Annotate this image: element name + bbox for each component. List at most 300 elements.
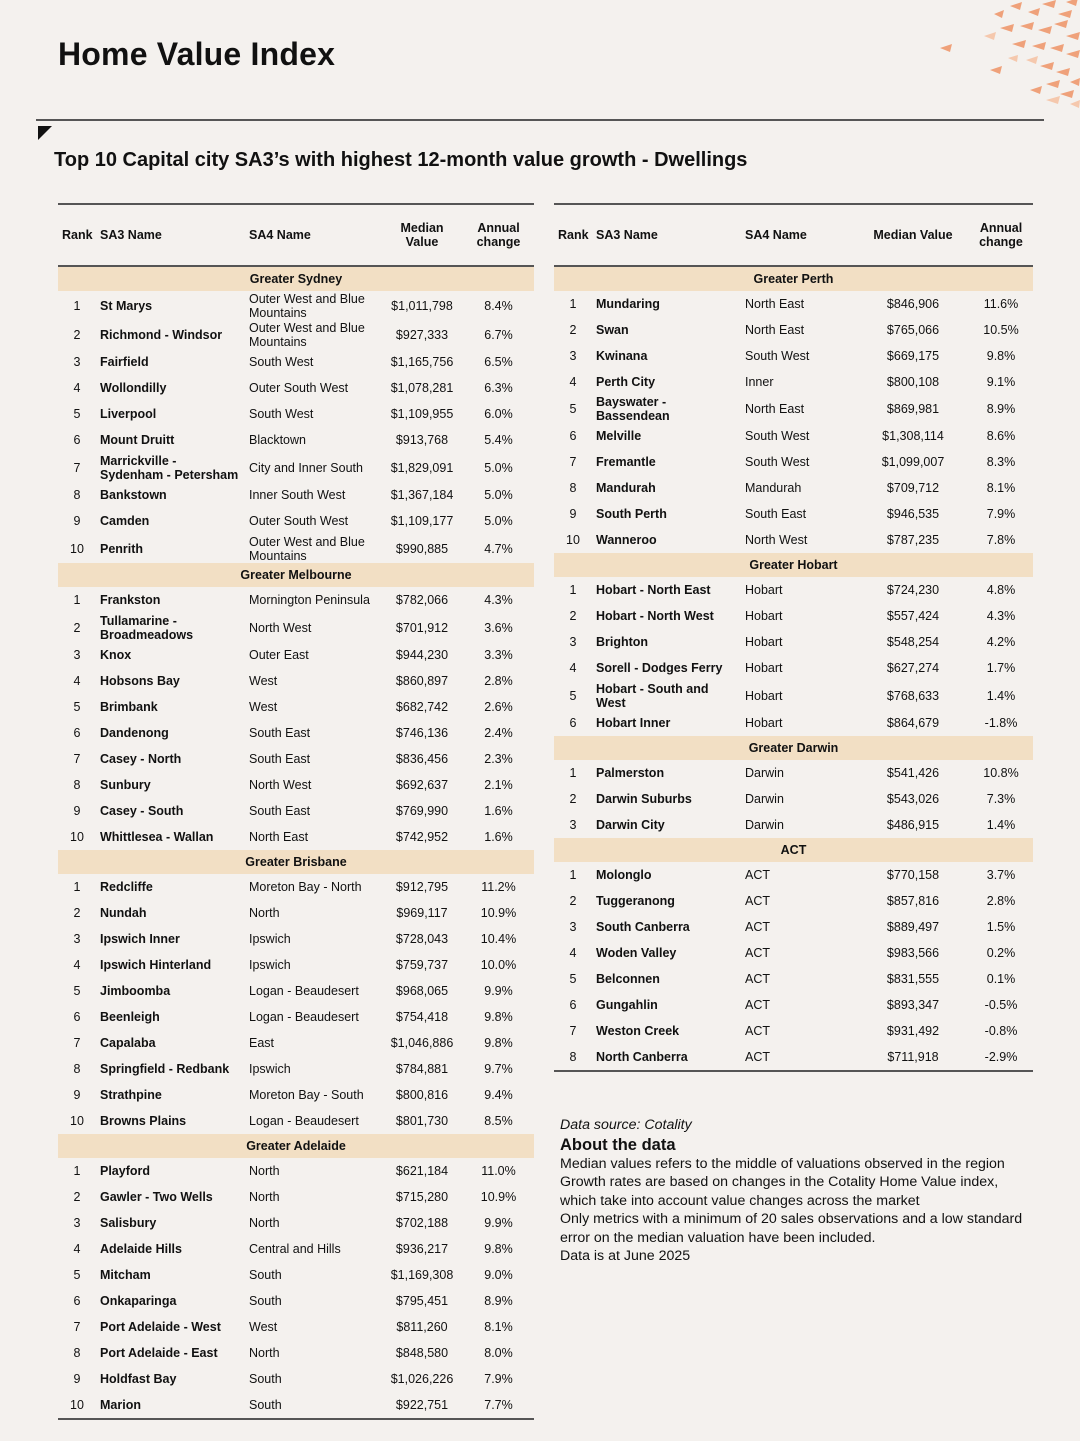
table-row	[58, 1262, 534, 1288]
rank-cell: 5	[73, 984, 81, 998]
sa3-name-cell: Molonglo	[596, 868, 652, 882]
sa3-name-cell: Playford	[100, 1164, 151, 1178]
median-value-cell: $922,751	[381, 1392, 463, 1419]
col-header-annual-change: Annual change	[969, 204, 1033, 266]
sa3-name-cell: Sunbury	[100, 778, 151, 792]
sa3-name-cell: Hobart - North East	[596, 583, 711, 597]
rank-cell: 6	[569, 429, 577, 443]
table-row	[554, 317, 1033, 343]
col-header-rank: Rank	[58, 204, 96, 266]
annual-change-cell: 5.0%	[484, 514, 513, 528]
rank-cell: 4	[569, 946, 577, 960]
sa4-name-cell: North West	[249, 778, 312, 792]
rank-cell: 6	[73, 726, 81, 740]
median-value-cell: $936,217	[395, 1242, 449, 1256]
sa3-name-cell: Mount Druitt	[100, 433, 175, 447]
annual-change-cell: 7.9%	[986, 507, 1016, 521]
col-header-sa3: SA3 Name	[592, 204, 741, 266]
table-row	[554, 710, 1033, 736]
annual-change-cell: 2.6%	[484, 700, 513, 714]
median-value-cell: $621,184	[395, 1164, 449, 1178]
table-row	[58, 349, 534, 375]
rank-cell: 10	[70, 830, 84, 844]
col-header-sa4: SA4 Name	[741, 204, 857, 266]
rank-cell: 1	[569, 766, 577, 780]
median-value-cell: $627,274	[886, 661, 940, 675]
sa4-name-cell: Central and Hills	[249, 1242, 341, 1256]
sa4-name-cell: Mornington Peninsula	[249, 593, 370, 607]
sa3-name-cell: Richmond - Windsor	[100, 327, 223, 342]
table-row	[554, 1018, 1033, 1044]
sa3-name-cell: Wollondilly	[100, 381, 167, 395]
sa4-name-cell: Moreton Bay - North	[249, 880, 362, 894]
median-value-cell: $768,633	[886, 688, 940, 703]
sa4-name-cell: Outer East	[249, 648, 309, 662]
median-value-cell: $811,260	[396, 1320, 448, 1334]
sa3-name-cell: Onkaparinga	[100, 1294, 177, 1308]
sa3-name-cell: North Canberra	[592, 1044, 741, 1071]
median-value-cell: $1,109,955	[390, 407, 454, 421]
section-subtitle: Top 10 Capital city SA3’s with highest 12-month value growth - Dwellings	[54, 149, 748, 171]
col-header-median-value: Median Value	[857, 204, 969, 266]
median-value-cell: $1,308,114	[882, 429, 944, 443]
rank-cell: 4	[73, 381, 81, 395]
col-header-annual-change: Annual change	[463, 204, 534, 266]
median-value-cell: $893,347	[886, 998, 940, 1012]
sa3-name-cell: Hobart - North West	[596, 609, 714, 623]
table-row	[58, 508, 534, 534]
annual-change-cell: 9.4%	[484, 1088, 513, 1102]
group-header-row	[58, 266, 534, 291]
table-row	[58, 824, 534, 850]
median-value-cell: $784,881	[395, 1062, 449, 1076]
median-value-cell: $857,816	[886, 894, 940, 908]
group-header-row	[58, 563, 534, 587]
sa4-name-cell: South East	[249, 726, 311, 740]
table-header-row	[554, 204, 1033, 266]
sa4-name-cell: Inner South West	[249, 488, 346, 502]
annual-change-cell: 8.3%	[986, 455, 1016, 469]
rank-cell: 1	[73, 593, 81, 607]
table-row	[58, 587, 534, 613]
rank-cell: 1	[569, 583, 577, 597]
table-row	[554, 603, 1033, 629]
about-the-data-section	[560, 1116, 1030, 1266]
table-row	[554, 577, 1033, 603]
rank-cell: 1	[73, 298, 81, 313]
table-row	[554, 369, 1033, 395]
rank-cell: 2	[569, 792, 577, 806]
rank-cell: 9	[73, 514, 81, 528]
median-value-cell: $944,230	[395, 648, 449, 662]
annual-change-cell: 2.4%	[484, 726, 513, 740]
median-value-cell: $1,169,308	[390, 1268, 454, 1282]
table-row	[58, 1056, 534, 1082]
rank-cell: 10	[70, 1114, 84, 1128]
annual-change-cell: 1.4%	[986, 688, 1016, 703]
sa3-name-cell: Brighton	[596, 635, 649, 649]
median-value-cell: $711,918	[857, 1044, 969, 1071]
sa4-name-cell: South West	[745, 455, 810, 469]
sa4-name-cell: North East	[249, 830, 309, 844]
rank-cell: 2	[569, 894, 577, 908]
median-value-cell: $1,026,226	[390, 1372, 454, 1386]
median-value-cell: $946,535	[886, 507, 940, 521]
rank-cell: 9	[73, 804, 81, 818]
table-row	[554, 501, 1033, 527]
annual-change-cell: -0.8%	[984, 1024, 1018, 1038]
table-row	[58, 1340, 534, 1366]
table-row	[58, 1184, 534, 1210]
sa4-name-cell: Hobart	[745, 716, 783, 730]
sa3-name-cell: Mitcham	[100, 1268, 151, 1282]
annual-change-cell: 2.3%	[484, 752, 513, 766]
table-row	[554, 966, 1033, 992]
table-row	[554, 1044, 1033, 1071]
rank-cell: 4	[73, 958, 81, 972]
sa3-name-cell: Ipswich Hinterland	[100, 958, 212, 972]
table-row	[554, 655, 1033, 681]
sa4-name-cell: North East	[745, 323, 805, 337]
rank-cell: 4	[73, 1242, 81, 1256]
annual-change-cell: 4.2%	[986, 635, 1016, 649]
table-row	[554, 423, 1033, 449]
annual-change-cell: 7.8%	[986, 533, 1016, 547]
sa4-name-cell: West	[249, 1320, 278, 1334]
sa3-name-cell: Belconnen	[596, 972, 660, 986]
annual-change-cell: 7.9%	[484, 1372, 513, 1386]
median-value-cell: $715,280	[395, 1190, 449, 1204]
sa3-name-cell: Knox	[100, 648, 132, 662]
sa4-name-cell: South	[249, 1372, 282, 1386]
group-name: Greater Sydney	[58, 266, 534, 291]
annual-change-cell: 9.9%	[484, 1216, 513, 1230]
sa4-name-cell: South East	[745, 507, 807, 521]
rank-cell: 8	[73, 488, 81, 502]
rank-cell: 7	[73, 1036, 81, 1050]
annual-change-cell: 4.8%	[986, 583, 1016, 597]
rank-cell: 3	[73, 648, 81, 662]
annual-change-cell: 11.6%	[983, 297, 1019, 311]
rank-cell: 9	[569, 507, 577, 521]
sa4-name-cell: South	[249, 1268, 282, 1282]
annual-change-cell: 1.6%	[484, 804, 513, 818]
sa3-name-cell: Perth City	[596, 375, 656, 389]
median-value-cell: $486,915	[886, 818, 940, 832]
annual-change-cell: 3.3%	[484, 648, 513, 662]
sa3-name-cell: Casey - South	[100, 804, 184, 818]
annual-change-cell: 9.0%	[484, 1268, 513, 1282]
table-row	[554, 681, 1033, 710]
table-row	[58, 900, 534, 926]
median-value-cell: $759,737	[395, 958, 449, 972]
sa3-name-cell: Dandenong	[100, 726, 169, 740]
table-row	[554, 475, 1033, 501]
rank-cell: 7	[73, 752, 81, 766]
annual-change-cell: 10.4%	[480, 932, 517, 946]
sa3-name-cell: Bankstown	[100, 488, 167, 502]
group-header-row	[554, 736, 1033, 760]
sa4-name-cell: ACT	[745, 894, 770, 908]
sa4-name-cell: East	[249, 1036, 275, 1050]
table-row	[58, 453, 534, 482]
table-row	[58, 482, 534, 508]
rank-cell: 2	[73, 327, 81, 342]
annual-change-cell: 8.5%	[484, 1114, 513, 1128]
sa3-name-cell: Port Adelaide - West	[100, 1320, 221, 1334]
sa3-name-cell: Melville	[596, 429, 642, 443]
sa4-name-cell: South East	[249, 752, 311, 766]
annual-change-cell: 7.3%	[986, 792, 1016, 806]
table-row	[554, 449, 1033, 475]
sa4-name-cell: North West	[249, 620, 312, 635]
table-row	[58, 1210, 534, 1236]
annual-change-cell: 9.9%	[484, 984, 513, 998]
sa4-name-cell: North	[249, 1346, 280, 1360]
median-value-cell: $800,108	[886, 375, 940, 389]
table-row	[554, 527, 1033, 553]
table-row	[58, 978, 534, 1004]
group-name: Greater Adelaide	[58, 1134, 534, 1158]
annual-change-cell: 3.6%	[484, 620, 513, 635]
annual-change-cell: 10.9%	[480, 1190, 517, 1204]
sa4-name-cell: Outer South West	[249, 381, 349, 395]
annual-change-cell: 7.7%	[463, 1392, 534, 1419]
sa4-name-cell: Darwin	[745, 792, 784, 806]
sa3-name-cell: Darwin Suburbs	[596, 792, 692, 806]
annual-change-cell: 1.7%	[986, 661, 1016, 675]
annual-change-cell: 6.3%	[484, 381, 513, 395]
annual-change-cell: 10.8%	[983, 766, 1019, 780]
rank-cell: 6	[73, 1294, 81, 1308]
sa3-name-cell: Gawler - Two Wells	[100, 1190, 213, 1204]
table-row	[58, 952, 534, 978]
median-value-cell: $1,109,177	[390, 514, 454, 528]
group-name: Greater Perth	[554, 266, 1033, 291]
annual-change-cell: 6.0%	[484, 407, 513, 421]
median-value-cell: $782,066	[395, 593, 449, 607]
about-line: Data is at June 2025	[560, 1248, 691, 1264]
table-row	[554, 812, 1033, 838]
annual-change-cell: 8.9%	[986, 402, 1016, 416]
sa4-name-cell: Darwin	[745, 766, 784, 780]
annual-change-cell: 10.9%	[480, 906, 517, 920]
rank-cell: 6	[569, 716, 577, 730]
sa4-name-cell: ACT	[745, 946, 770, 960]
table-row	[58, 1392, 534, 1419]
rank-cell: 5	[569, 972, 577, 986]
sa4-name-cell: Logan - Beaudesert	[249, 1010, 359, 1024]
median-value-cell: $889,497	[886, 920, 940, 934]
sa4-name-cell: West	[249, 700, 278, 714]
annual-change-cell: 8.4%	[484, 298, 513, 313]
sa3-name-cell: Casey - North	[100, 752, 182, 766]
annual-change-cell: 9.8%	[986, 349, 1016, 363]
sa3-name-cell: Hobsons Bay	[100, 674, 180, 688]
median-value-cell: $541,426	[886, 766, 940, 780]
sa3-name-cell: Redcliffe	[100, 880, 153, 894]
group-name: Greater Melbourne	[58, 563, 534, 587]
median-value-cell: $769,990	[395, 804, 449, 818]
rank-cell: 8	[569, 481, 577, 495]
sa4-name-cell: South West	[249, 407, 314, 421]
corner-triangle-icon	[38, 126, 52, 140]
rank-cell: 7	[569, 1024, 577, 1038]
page-title: Home Value Index	[58, 36, 336, 72]
sa3-name-cell: Hobart - South and West	[596, 681, 709, 710]
table-row	[554, 914, 1033, 940]
sa3-name-cell: Bayswater - Bassendean	[596, 395, 670, 423]
sa4-name-cell: Logan - Beaudesert	[249, 1114, 359, 1128]
sa3-name-cell: Tuggeranong	[596, 894, 675, 908]
median-value-cell: $913,768	[395, 433, 449, 447]
table-row	[554, 888, 1033, 914]
median-value-cell: $770,158	[886, 868, 940, 882]
sa3-name-cell: Weston Creek	[596, 1024, 680, 1038]
annual-change-cell: 1.5%	[986, 920, 1016, 934]
median-value-cell: $746,136	[395, 726, 449, 740]
sa4-name-cell: Darwin	[745, 818, 784, 832]
sa4-name-cell: ACT	[745, 920, 770, 934]
annual-change-cell: 11.2%	[481, 880, 516, 894]
sa3-name-cell: Kwinana	[596, 349, 648, 363]
table-header-row	[58, 204, 534, 266]
sa3-name-cell: Whittlesea - Wallan	[100, 830, 214, 844]
sa4-name-cell: Hobart	[745, 635, 783, 649]
table-row	[58, 534, 534, 563]
table-row	[58, 375, 534, 401]
median-value-cell: $754,418	[395, 1010, 449, 1024]
median-value-cell: $1,829,091	[390, 460, 454, 475]
group-name: Greater Hobart	[554, 553, 1033, 577]
median-value-cell: $801,730	[395, 1114, 449, 1128]
col-header-sa3: SA3 Name	[96, 204, 245, 266]
table-row	[58, 1030, 534, 1056]
group-header-row	[58, 850, 534, 874]
sa3-name-cell: Holdfast Bay	[100, 1372, 177, 1386]
sa4-name-cell: Outer South West	[249, 514, 349, 528]
rank-cell: 4	[73, 674, 81, 688]
median-value-cell: $848,580	[395, 1346, 449, 1360]
table-row	[554, 629, 1033, 655]
rank-cell: 5	[73, 700, 81, 714]
table-row	[58, 1236, 534, 1262]
table-row	[554, 940, 1033, 966]
sa4-name-cell: North East	[745, 402, 805, 416]
group-header-row	[58, 1134, 534, 1158]
sa4-name-cell: North	[249, 1190, 280, 1204]
right-value-table	[554, 203, 1033, 1072]
sa3-name-cell: Wanneroo	[596, 533, 657, 547]
annual-change-cell: 2.8%	[986, 894, 1016, 908]
sa4-name-cell: Logan - Beaudesert	[249, 984, 359, 998]
annual-change-cell: -2.9%	[969, 1044, 1033, 1071]
sa4-name-cell: Hobart	[745, 583, 783, 597]
table-row	[58, 798, 534, 824]
sa4-name-cell: Blacktown	[249, 433, 306, 447]
sa3-name-cell: Marion	[96, 1392, 245, 1419]
sa4-name-cell: South West	[745, 349, 810, 363]
sa3-name-cell: Beenleigh	[100, 1010, 160, 1024]
annual-change-cell: 8.9%	[484, 1294, 513, 1308]
median-value-cell: $864,679	[886, 716, 940, 730]
table-row	[58, 926, 534, 952]
table-row	[58, 427, 534, 453]
rank-cell: 7	[569, 455, 577, 469]
rank-cell: 3	[73, 932, 81, 946]
median-value-cell: $869,981	[886, 402, 940, 416]
median-value-cell: $1,099,007	[881, 455, 945, 469]
rank-cell: 2	[73, 906, 81, 920]
median-value-cell: $1,367,184	[390, 488, 454, 502]
table-row	[554, 992, 1033, 1018]
rank-cell: 8	[73, 1062, 81, 1076]
annual-change-cell: -1.8%	[984, 716, 1018, 730]
sa3-name-cell: Nundah	[100, 906, 147, 920]
sa3-name-cell: Sorell - Dodges Ferry	[596, 661, 723, 675]
col-header-rank: Rank	[554, 204, 592, 266]
rank-cell: 3	[569, 920, 577, 934]
annual-change-cell: 3.7%	[986, 868, 1016, 882]
median-value-cell: $543,026	[886, 792, 940, 806]
sa3-name-cell: Springfield - Redbank	[100, 1062, 230, 1076]
table-row	[58, 1004, 534, 1030]
median-value-cell: $1,078,281	[390, 381, 454, 395]
rank-cell: 3	[73, 355, 81, 369]
table-row	[554, 862, 1033, 888]
annual-change-cell: 0.2%	[986, 946, 1016, 960]
about-line: Growth rates are based on changes in the Cotality Home Value index, which take into account value changes across the market	[560, 1174, 999, 1209]
median-value-cell: $990,885	[395, 541, 449, 556]
rank-cell: 7	[73, 1320, 81, 1334]
annual-change-cell: 9.7%	[484, 1062, 513, 1076]
about-heading: About the data	[560, 1135, 676, 1154]
rank-cell: 8	[554, 1044, 592, 1071]
annual-change-cell: 6.7%	[484, 327, 513, 342]
median-value-cell: $860,897	[395, 674, 449, 688]
median-value-cell: $724,230	[886, 583, 940, 597]
annual-change-cell: 2.8%	[484, 674, 513, 688]
sa4-name-cell: Moreton Bay - South	[249, 1088, 364, 1102]
median-value-cell: $728,043	[395, 932, 449, 946]
median-value-cell: $709,712	[886, 481, 940, 495]
median-value-cell: $795,451	[395, 1294, 449, 1308]
sa3-name-cell: South Perth	[596, 507, 667, 521]
sa4-name-cell: North	[249, 1164, 280, 1178]
annual-change-cell: 8.6%	[986, 429, 1016, 443]
sa4-name-cell: South East	[249, 804, 311, 818]
rank-cell: 6	[73, 433, 81, 447]
median-value-cell: $846,906	[886, 297, 940, 311]
table-row	[58, 694, 534, 720]
table-row	[58, 401, 534, 427]
median-value-cell: $1,046,886	[390, 1036, 454, 1050]
about-line: Median values refers to the middle of valuations observed in the region	[560, 1155, 1005, 1172]
sa4-name-cell: South	[245, 1392, 381, 1419]
median-value-cell: $692,637	[395, 778, 449, 792]
table-row	[58, 1082, 534, 1108]
rank-cell: 2	[73, 1190, 81, 1204]
sa3-name-cell: Camden	[100, 514, 150, 528]
median-value-cell: $1,165,756	[390, 355, 454, 369]
sa3-name-cell: Hobart Inner	[596, 716, 671, 730]
sa3-name-cell: Adelaide Hills	[100, 1242, 182, 1256]
sa3-name-cell: Strathpine	[100, 1088, 162, 1102]
sa3-name-cell: Port Adelaide - East	[100, 1346, 218, 1360]
median-value-cell: $669,175	[886, 349, 940, 363]
sa3-name-cell: St Marys	[100, 298, 153, 313]
sa3-name-cell: Capalaba	[100, 1036, 156, 1050]
